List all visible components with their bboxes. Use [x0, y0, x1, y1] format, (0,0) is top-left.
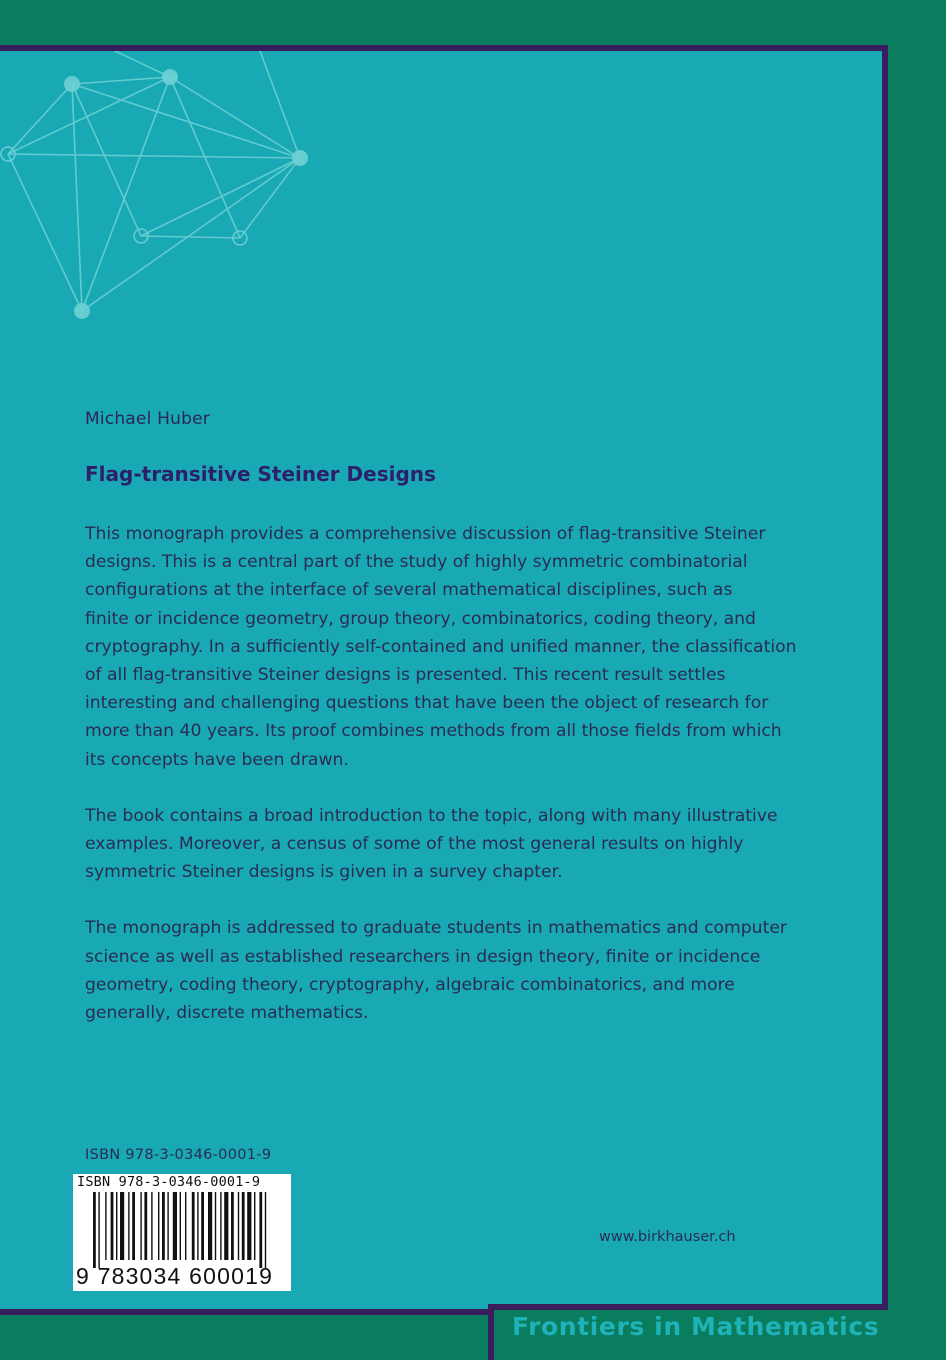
barcode-bar [167, 1192, 168, 1260]
barcode-bar [259, 1192, 262, 1268]
barcode-bar [220, 1192, 221, 1260]
barcode-bar [247, 1192, 251, 1260]
barcode-bar [158, 1192, 159, 1260]
barcode-bar [242, 1192, 245, 1260]
barcode-isbn: ISBN 978-3-0346-0001-9 [77, 1174, 261, 1190]
barcode-bar [173, 1192, 177, 1260]
barcode-number: 9 783034 600019 [76, 1263, 274, 1289]
blurb-paragraph: The book contains a broad introduction to the topic, along with many illustrative examples. Moreover, a census of some of the most general results on highly symmetric Steiner designs is given in a survey chapter. [85, 805, 778, 883]
barcode [73, 1174, 291, 1291]
barcode-bar [254, 1192, 255, 1260]
book-title: Flag-transitive Steiner Designs [85, 462, 436, 486]
network-graph-icon [0, 51, 330, 341]
barcode-bar [111, 1192, 114, 1260]
blurb-paragraph: The monograph is addressed to graduate students in mathematics and computer science as well as established researchers in design theory, finite or incidence geometry, coding theory, cryptography, algebraic combinatorics, and more generally, discrete mathematics. [85, 918, 787, 1024]
barcode-bar [140, 1192, 141, 1260]
barcode-bar [180, 1192, 181, 1260]
barcode-bar [265, 1192, 266, 1268]
barcode-bar [128, 1192, 129, 1260]
barcode-bar [151, 1192, 152, 1260]
series-title: Frontiers in Mathematics [512, 1312, 880, 1341]
barcode-bar [162, 1192, 165, 1260]
isbn-label: ISBN 978-3-0346-0001-9 [85, 1147, 272, 1163]
barcode-bar [93, 1192, 96, 1268]
publisher-website[interactable]: www.birkhauser.ch [599, 1229, 736, 1245]
barcode-bar [231, 1192, 234, 1260]
barcode-bar [238, 1192, 239, 1260]
barcode-bar [192, 1192, 195, 1260]
barcode-bar [185, 1192, 186, 1260]
barcode-bar [98, 1192, 99, 1268]
barcode-bar [132, 1192, 135, 1260]
barcode-bar [215, 1192, 216, 1260]
barcode-bar [224, 1192, 228, 1260]
barcode-bar [120, 1192, 124, 1260]
blurb [85, 520, 805, 1055]
blurb-paragraph: This monograph provides a comprehensive discussion of flag-transitive Steiner designs. This is a central part of the study of highly symmetric combinatorial configurations at the interface of several mathematical disciplines, such as finite or incidence geometry, group theory, combinatorics, coding theory, and cryptography. In a sufficiently self-contained and unified manner, the classification of all flag-transitive Steiner designs is presented. This recent result settles interesting and challenging questions that have been the object of research for more than 40 years. Its proof combines methods from all those fields from which its concepts have been drawn. [85, 524, 797, 770]
barcode-bar [144, 1192, 147, 1260]
barcode-bar [197, 1192, 198, 1260]
author-name: Michael Huber [85, 409, 210, 429]
barcode-bar [105, 1192, 106, 1260]
barcode-bar [208, 1192, 212, 1260]
barcode-bar [201, 1192, 204, 1260]
barcode-bar [116, 1192, 117, 1260]
